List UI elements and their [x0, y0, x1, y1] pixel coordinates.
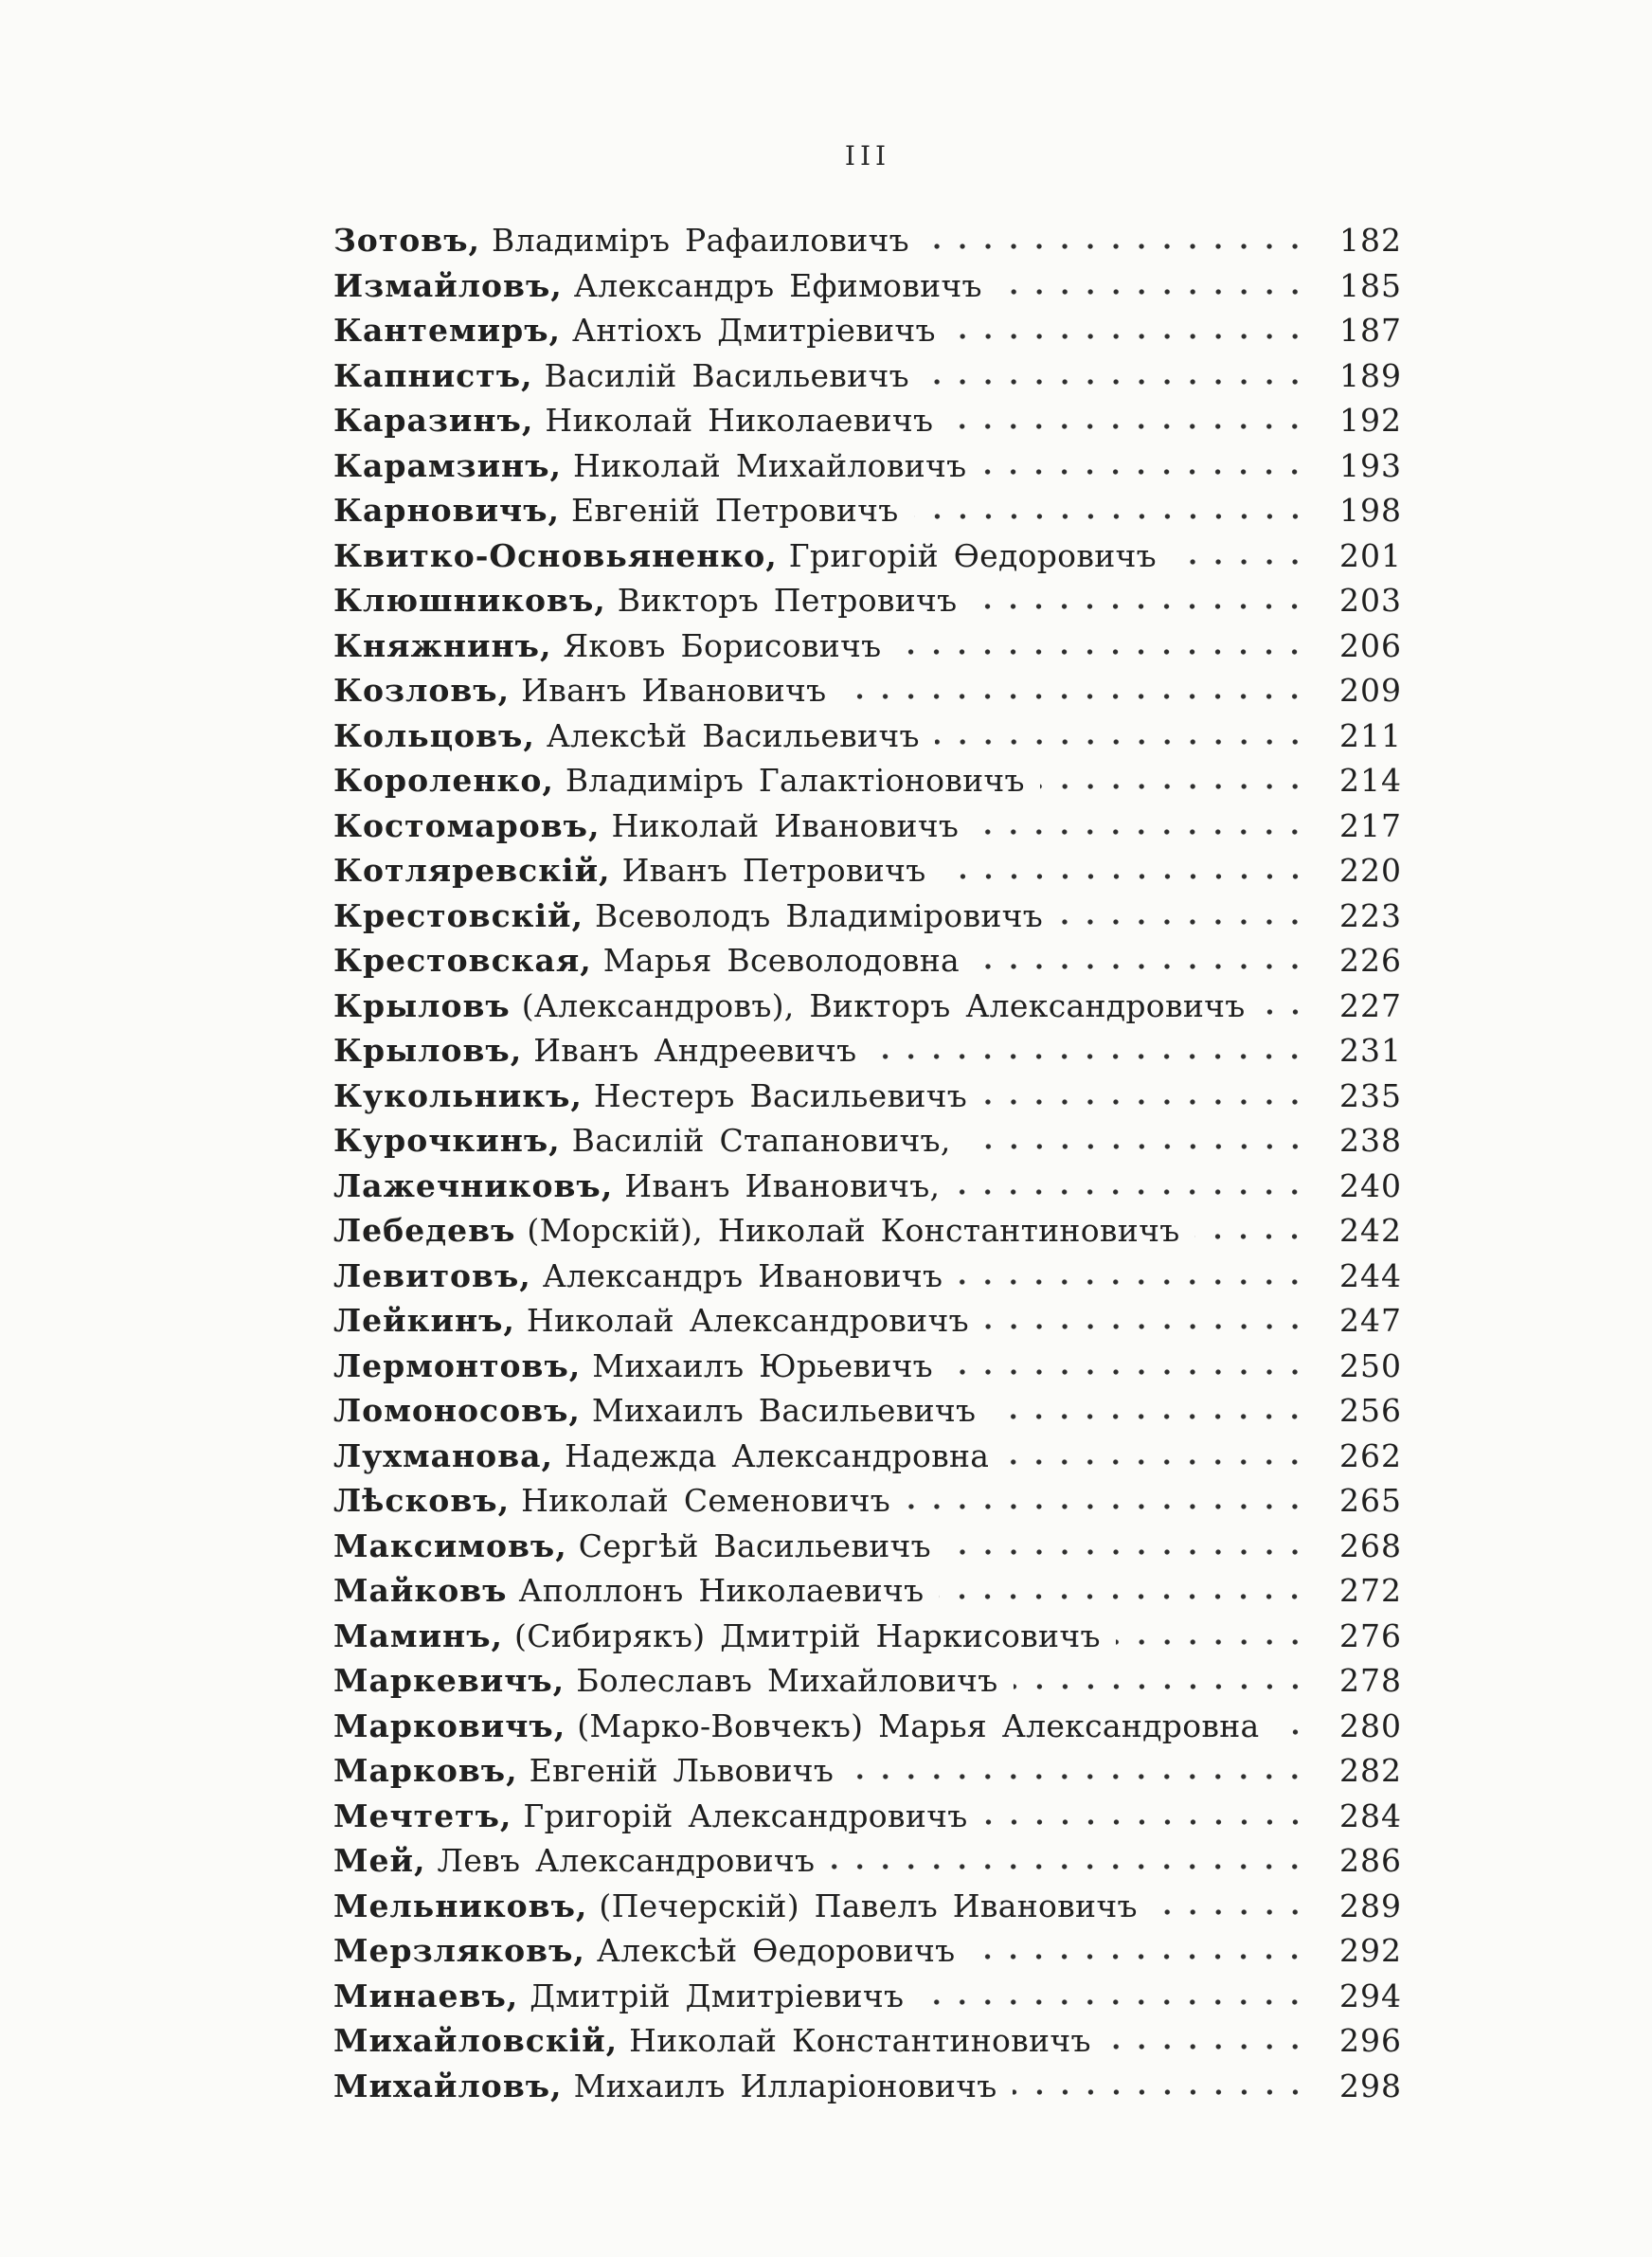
- entry-given-names: Дмитрій Дмитріевичъ: [530, 1977, 905, 2014]
- entry-surname: Мечтетъ,: [333, 1797, 512, 1834]
- entry-given-names: Всеволодъ Владиміровичъ: [595, 896, 1044, 934]
- entry-page-number: 250: [1339, 1346, 1402, 1384]
- index-entry: [333, 897, 1402, 943]
- entry-surname: Крыловъ: [333, 986, 511, 1024]
- index-entry: [333, 1572, 1402, 1617]
- dot-leader: [974, 828, 1317, 837]
- entry-page-number: 209: [1339, 672, 1402, 709]
- index-entry: [333, 987, 1402, 1033]
- entry-page-number: 203: [1339, 582, 1402, 619]
- dot-leader: [942, 873, 1317, 881]
- index-entry: [333, 717, 1402, 763]
- dot-leader: [1261, 1008, 1317, 1017]
- index-entry: [333, 1707, 1402, 1753]
- dot-leader: [1172, 558, 1317, 567]
- entry-given-names: Викторъ Петровичъ: [617, 582, 958, 619]
- entry-surname: Кольцовъ,: [333, 716, 535, 754]
- entry-given-names: Антіохъ Дмитріевичъ: [572, 312, 936, 349]
- entry-surname: Клюшниковъ,: [333, 582, 606, 619]
- dot-leader: [906, 1503, 1317, 1511]
- dot-leader: [966, 1143, 1317, 1151]
- dot-leader: [982, 1098, 1317, 1107]
- dot-leader: [1004, 1458, 1317, 1467]
- entry-surname: Капнистъ,: [333, 356, 533, 394]
- dot-leader: [948, 423, 1317, 431]
- entry-page-number: 185: [1339, 266, 1402, 304]
- entry-page-number: 292: [1339, 1932, 1402, 1969]
- entry-page-number: 298: [1339, 2067, 1402, 2104]
- entry-given-names: Левъ Александровичъ: [437, 1842, 816, 1879]
- dot-leader: [997, 288, 1317, 297]
- dot-leader: [975, 963, 1317, 971]
- entry-surname: Карамзинъ,: [333, 446, 563, 484]
- entry-page-number: 256: [1339, 1392, 1402, 1429]
- entry-page-number: 223: [1339, 896, 1402, 934]
- index-entry: [333, 852, 1402, 897]
- entry-surname: Лейкинъ,: [333, 1302, 515, 1339]
- entry-given-names: Болеславъ Михайловичъ: [576, 1662, 998, 1699]
- dot-leader: [1275, 1728, 1317, 1737]
- index-entry: [333, 672, 1402, 717]
- dot-leader: [1058, 918, 1317, 927]
- entry-page-number: 217: [1339, 806, 1402, 844]
- index-entry: [333, 1122, 1402, 1167]
- entry-page-number: 247: [1339, 1302, 1402, 1339]
- entry-surname: Костомаровъ,: [333, 806, 601, 844]
- entry-surname: Квитко-Основьяненко,: [333, 536, 778, 574]
- entry-page-number: 187: [1339, 312, 1402, 349]
- entry-surname: Михайловъ,: [333, 2067, 563, 2104]
- entry-surname: Михайловскій,: [333, 2022, 619, 2059]
- entry-page-number: 278: [1339, 1662, 1402, 1699]
- entry-surname: Марковъ,: [333, 1752, 518, 1789]
- entry-page-number: 262: [1339, 1436, 1402, 1474]
- entry-given-names: Григорій Александровичъ: [523, 1797, 968, 1834]
- dot-leader: [972, 603, 1317, 611]
- entry-given-names: Григорій Ѳедоровичъ: [788, 536, 1157, 574]
- dot-leader: [896, 648, 1317, 657]
- dot-leader: [849, 1773, 1317, 1781]
- index-entry: [333, 1032, 1402, 1077]
- index-entry: [333, 1392, 1402, 1437]
- dot-leader: [925, 243, 1317, 251]
- dot-leader: [1040, 783, 1317, 791]
- entry-surname: Зотовъ,: [333, 222, 481, 259]
- entry-surname: Маркевичъ,: [333, 1662, 566, 1699]
- entry-page-number: 240: [1339, 1166, 1402, 1204]
- entry-page-number: 189: [1339, 356, 1402, 394]
- entry-given-names: Владиміръ Рафаиловичъ: [492, 222, 909, 259]
- dot-leader: [984, 1323, 1317, 1331]
- entry-surname: Мей,: [333, 1842, 426, 1879]
- index-entry: [333, 1797, 1402, 1843]
- entry-surname: Кукольникъ,: [333, 1076, 583, 1114]
- dot-leader: [948, 1368, 1317, 1377]
- entry-given-names: (Печерскій) Павелъ Ивановичъ: [599, 1887, 1138, 1924]
- entry-given-names: Иванъ Ивановичъ,: [624, 1166, 941, 1204]
- entry-page-number: 220: [1339, 852, 1402, 889]
- entry-given-names: Михаилъ Юрьевичъ: [592, 1346, 933, 1384]
- entry-given-names: Иванъ Андреевичъ: [533, 1032, 857, 1069]
- entry-page-number: 284: [1339, 1797, 1402, 1834]
- entry-surname: Мельниковъ,: [333, 1887, 588, 1924]
- dot-leader: [914, 513, 1317, 521]
- entry-surname: Курочкинъ,: [333, 1122, 561, 1159]
- entry-given-names: (Александровъ), Викторъ Александровичъ: [521, 986, 1246, 1024]
- entry-page-number: 242: [1339, 1212, 1402, 1249]
- entry-surname: Княжнинъ,: [333, 626, 552, 664]
- entry-given-names: Иванъ Ивановичъ: [521, 672, 827, 709]
- index-entry: [333, 1887, 1402, 1933]
- index-entry: [333, 492, 1402, 537]
- index-entry: [333, 357, 1402, 403]
- entry-surname: Маминъ,: [333, 1616, 504, 1654]
- dot-leader: [1116, 1638, 1317, 1647]
- entry-page-number: 286: [1339, 1842, 1402, 1879]
- index-entry: [333, 1167, 1402, 1213]
- entry-surname: Лѣсковъ,: [333, 1482, 511, 1519]
- author-index-list: [333, 222, 1402, 2112]
- entry-surname: Короленко,: [333, 762, 554, 799]
- entry-surname: Ломоносовъ,: [333, 1392, 581, 1429]
- entry-given-names: (Морскій), Николай Константиновичъ: [527, 1212, 1180, 1249]
- entry-given-names: Евгеній Львовичъ: [529, 1752, 835, 1789]
- entry-given-names: Николай Ивановичъ: [611, 806, 960, 844]
- index-entry: [333, 762, 1402, 807]
- entry-page-number: 265: [1339, 1482, 1402, 1519]
- dot-leader: [955, 1188, 1317, 1197]
- index-entry: [333, 267, 1402, 313]
- index-entry: [333, 1752, 1402, 1797]
- entry-surname: Карновичъ,: [333, 492, 561, 529]
- entry-page-number: 201: [1339, 536, 1402, 574]
- page-roman-numeral: III: [844, 140, 891, 172]
- index-entry: [333, 2067, 1402, 2113]
- dot-leader: [939, 1593, 1317, 1601]
- index-entry: [333, 807, 1402, 853]
- entry-page-number: 192: [1339, 402, 1402, 439]
- entry-page-number: 214: [1339, 762, 1402, 799]
- dot-leader: [1106, 2043, 1317, 2051]
- entry-surname: Минаевъ,: [333, 1977, 519, 2014]
- entry-given-names: Николай Александровичъ: [526, 1302, 969, 1339]
- entry-given-names: Михаилъ Илларіоновичъ: [573, 2067, 997, 2104]
- entry-page-number: 193: [1339, 446, 1402, 484]
- index-entry: [333, 1617, 1402, 1663]
- dot-leader: [919, 1998, 1317, 2007]
- entry-page-number: 282: [1339, 1752, 1402, 1789]
- index-entry: [333, 312, 1402, 357]
- entry-given-names: Николай Николаевичъ: [545, 402, 934, 439]
- dot-leader: [981, 468, 1317, 477]
- dot-leader: [951, 333, 1317, 341]
- entry-given-names: Иванъ Петровичъ: [621, 852, 926, 889]
- index-entry: [333, 627, 1402, 673]
- entry-given-names: Александръ Ефимовичъ: [573, 266, 982, 304]
- entry-surname: Максимовъ,: [333, 1526, 567, 1564]
- entry-given-names: Яковъ Борисовичъ: [563, 626, 882, 664]
- entry-surname: Мерзляковъ,: [333, 1932, 585, 1969]
- entry-surname: Козловъ,: [333, 672, 511, 709]
- entry-given-names: Василій Васильевичъ: [544, 356, 909, 394]
- index-entry: [333, 1482, 1402, 1527]
- entry-page-number: 268: [1339, 1526, 1402, 1564]
- dot-leader: [871, 1053, 1317, 1061]
- dot-leader: [841, 693, 1317, 701]
- entry-surname: Каразинъ,: [333, 402, 534, 439]
- index-entry: [333, 1932, 1402, 1977]
- index-entry: [333, 447, 1402, 493]
- entry-surname: Котляревскій,: [333, 852, 611, 889]
- dot-leader: [830, 1863, 1317, 1871]
- dot-leader: [983, 1818, 1317, 1827]
- index-entry: [333, 1077, 1402, 1123]
- entry-given-names: Нестеръ Васильевичъ: [593, 1076, 968, 1114]
- index-entry: [333, 1437, 1402, 1483]
- entry-surname: Лермонтовъ,: [333, 1346, 582, 1384]
- entry-surname: Крестовская,: [333, 942, 592, 979]
- dot-leader: [958, 1278, 1317, 1287]
- dot-leader: [991, 1413, 1317, 1421]
- index-entry: [333, 537, 1402, 583]
- entry-given-names: Аполлонъ Николаевичъ: [518, 1572, 925, 1609]
- index-entry: [333, 1257, 1402, 1303]
- entry-given-names: Надежда Александровна: [565, 1436, 990, 1474]
- entry-given-names: Алексѣй Васильевичъ: [546, 716, 920, 754]
- entry-given-names: (Сибирякъ) Дмитрій Наркисовичъ: [514, 1616, 1101, 1654]
- entry-given-names: Александръ Ивановичъ: [542, 1256, 943, 1294]
- entry-page-number: 227: [1339, 986, 1402, 1024]
- dot-leader: [1153, 1908, 1317, 1917]
- entry-given-names: Евгеній Петровичъ: [571, 492, 899, 529]
- entry-page-number: 272: [1339, 1572, 1402, 1609]
- index-entry: [333, 1662, 1402, 1707]
- entry-surname: Лухманова,: [333, 1436, 553, 1474]
- index-entry: [333, 1347, 1402, 1393]
- dot-leader: [1014, 1683, 1317, 1691]
- entry-page-number: 235: [1339, 1076, 1402, 1114]
- entry-page-number: 296: [1339, 2022, 1402, 2059]
- entry-given-names: Василій Стапановичъ,: [571, 1122, 951, 1159]
- dot-leader: [925, 378, 1317, 387]
- index-entry: [333, 402, 1402, 447]
- entry-page-number: 231: [1339, 1032, 1402, 1069]
- entry-surname: Измайловъ,: [333, 266, 563, 304]
- entry-given-names: Алексѣй Ѳедоровичъ: [596, 1932, 956, 1969]
- entry-page-number: 238: [1339, 1122, 1402, 1159]
- entry-given-names: Михаилъ Васильевичъ: [591, 1392, 977, 1429]
- entry-page-number: 294: [1339, 1977, 1402, 2014]
- dot-leader: [1194, 1233, 1317, 1241]
- index-entry: [333, 1212, 1402, 1257]
- entry-surname: Крыловъ,: [333, 1032, 523, 1069]
- entry-given-names: Марья Всеволодовна: [602, 942, 960, 979]
- entry-page-number: 276: [1339, 1616, 1402, 1654]
- entry-given-names: Сергѣй Васильевичъ: [578, 1526, 931, 1564]
- entry-surname: Кантемиръ,: [333, 312, 562, 349]
- entry-given-names: Николай Михайловичъ: [573, 446, 967, 484]
- entry-surname: Майковъ: [333, 1572, 508, 1609]
- index-entry: [333, 942, 1402, 987]
- entry-page-number: 289: [1339, 1887, 1402, 1924]
- index-entry: [333, 1302, 1402, 1347]
- entry-given-names: Владиміръ Галактіоновичъ: [565, 762, 1025, 799]
- entry-page-number: 226: [1339, 942, 1402, 979]
- entry-surname: Марковичъ,: [333, 1706, 566, 1744]
- entry-page-number: 182: [1339, 222, 1402, 259]
- entry-given-names: Николай Константиновичъ: [629, 2022, 1091, 2059]
- entry-surname: Лажечниковъ,: [333, 1166, 614, 1204]
- dot-leader: [1013, 2088, 1317, 2097]
- index-entry: [333, 222, 1402, 267]
- dot-leader: [970, 1953, 1317, 1961]
- index-entry: [333, 1527, 1402, 1573]
- dot-leader: [946, 1548, 1317, 1557]
- index-entry: [333, 582, 1402, 627]
- entry-page-number: 244: [1339, 1256, 1402, 1294]
- index-entry: [333, 2022, 1402, 2067]
- index-entry: [333, 1842, 1402, 1887]
- entry-surname: Лебедевъ: [333, 1212, 516, 1249]
- entry-given-names: (Марко-Вовчекъ) Марья Александровна: [577, 1706, 1260, 1744]
- entry-surname: Крестовскій,: [333, 896, 584, 934]
- entry-page-number: 206: [1339, 626, 1402, 664]
- entry-surname: Левитовъ,: [333, 1256, 531, 1294]
- entry-given-names: Николай Семеновичъ: [521, 1482, 891, 1519]
- index-entry: [333, 1977, 1402, 2023]
- entry-page-number: 280: [1339, 1706, 1402, 1744]
- entry-page-number: 211: [1339, 716, 1402, 754]
- entry-page-number: 198: [1339, 492, 1402, 529]
- dot-leader: [935, 738, 1317, 747]
